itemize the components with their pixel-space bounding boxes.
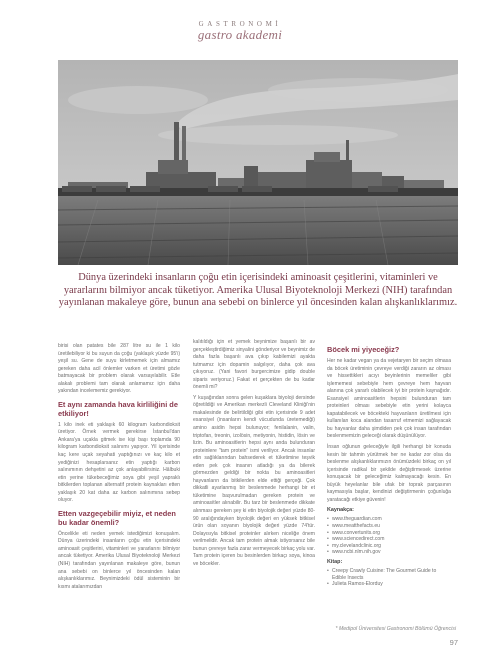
books-heading: Kitap: <box>327 558 343 565</box>
body-paragraph: Öncelikle eti neden yemek istediğimizi konuşalım. Dünya üzerindeki insanların çoğu etin içerisindeki aminoasit çeşitlerini, vitaminleri ve yararlarını bilmiyor ancak tüketiyor. Amerika Ulusal Biyoteknoloji Merkezi (NIH) tarafından yayınlanan makaleye göre, bunun ana sebebi on binlerce yıl öncesinden kalan alışkanlıklarımız. Beynimizdeki ödül sisteminin bir kısmı atalarımızdan <box>58 530 180 590</box>
source-item: • www.meatthefacts.eu <box>327 523 451 530</box>
author-footnote: * Medipol Üniversitesi Gastronomi Bölümü Öğrencisi <box>335 626 456 632</box>
sources-heading: Kaynakça: <box>327 507 354 514</box>
source-item: • my.clevelandclinic.org <box>327 543 451 550</box>
article-column-2 <box>193 339 315 571</box>
body-paragraph: kalıtıldığı için et yemek beynimize başarılı bir av gerçekleştirdiğimiz sinyalini gönderiyor ve beynimiz de daha fazla başarılı ava çıkıp kabilemizi ayakta tutmamız için dopamin salgılıyor, daha çok ava çıkıyoruz. (Yani favori burgercimize gidip double siparis veriyoruz.) Fakat et gerçekten de bu kadar önemli mi? <box>193 339 315 391</box>
page-number: 97 <box>449 638 458 647</box>
factory-landscape-image <box>58 60 458 265</box>
section-heading: Et aynı zamanda hava kirliliğini de etkiliyor! <box>58 399 178 418</box>
body-paragraph: Y kuşağından sonra gelen kuşaklara biyoloji dersinde öğretildiği ve Amerikan merkezli Cleveland Kliniği'nin makalesinde de belirtildiği gibi etin içerisinde 9 adet esansiyel (insanların kendi vücudunda üretemediği) amino asidin hepsi bulunuyor; fenilalanin, valin, triptofan, treonin, izolösin, metiyonin, histidin, lösin ve lizin. Bu aminoasitlerin hepsi aynı anda bulunduran proteinlere "tam protein" ismi veriliyor. Ancak insanlar etin sağlıklarından bahsederek et tüketimine teşvik eden pek çok insanın atladığı ya da bilerek görmezden geldiği bir nokta bu aminoasitleri hayvanların da bitkilerden elde ettiği gerçeği. Çok dikkatli ayarlanmış bir beslenmede herhangi bir et tüketimine başvurulmadan gereken protein ve aminoasitler alınabilir. Bu tarz bir beslenmede dikkate alınması gereken şey ki etin biyolojik değeri yüzde 80-90 aralığındayken biyolojik değeri en yüksek bitkisel ürün olan soyanın biyolojik değeri yüzde 74'tür. Dolayısıyla bitkisel proteinler alırken niceliğe önem verilmelidir. Ancak tam protein almak istiyorsanız bile bunun çevreye fazla zarar vermeyecek birkaç yolu var. Tam protein içeren bu besinlerden birkaçı soya, kinoa ve böcekler. <box>193 394 315 567</box>
source-item: • www.ncbi.nlm.nih.gov <box>327 549 451 556</box>
article-column-3 <box>327 343 451 590</box>
section-heading: Böcek mi yiyeceğiz? <box>327 345 400 354</box>
brand-title: GASTRONOMİ <box>198 20 282 28</box>
sources-list <box>327 516 451 556</box>
body-paragraph: 1 kilo inek eti yaklaşık 60 kilogram karbondioksit üretiyor. Örnek vermek gerekirse İstanbul'dan Ankara'ya uçakla gitmek ise kişi başı toplamda 90 kilogram karbondioksit salınımı yapıyor. Yil içerisinde kaç kere uçak seyahati yaptığınızı ve kaç kilo et yediğinizi hesaplarsanız etin yaptığı karbon salınımının dehşetini az çok anlayabilirsiniz. Hâlbuki etin yerine tükebeceğimiz soya gibi yeşil yapraklı bitkilerden toplanan alternatif protein kaynakları etten yaklaşık 20 kat daha az karbon salınımına sebep oluyor. <box>58 421 180 504</box>
source-item: • www.convertunits.org <box>327 530 451 537</box>
body-paragraph: İnsan oğlunun geleceğiyle ilgili herhangi bir konuda kesin bir tahmin yürütmek her ne kadar zor olsa da beslenme alışkanlıklarımızın önümüzdeki birkaç on yıl içerisinde radikal bir şekilde değiştirmesek üzerine konuşacak bir geleceğimiz kalmayacağı kesin. En büyük heyelanlar bile ufak bir toprak parçasının kaymasıyla başlar, kendinizi değiştirmenin çoğunluğa yaratacağı etkiye güvenin! <box>327 444 451 503</box>
body-paragraph: Her ne kadar vegan ya da vejetaryen bir seçim olmasa da böcek üretiminin çevreye verdiği zararın az olması ve hissettikleri acıyı beyinlerinin memeliler gibi işlememesi sebebiyle hem çevreye hem hayvan alanına çok yararlı olabilecek iyi bir protein kaynağıdır. Esansiyel aminoasitlerin hepsini bulunduran tam proteinleri olması sebebiyle etin yerini kolayca kapatabilecek ve böcekteki hayvanların üretilmesi için kullanılan koca alandan tasarruf etmemizi sağlayacak bu hayvanlar daha şimdiden pek çok insan tarafından beslenmemizin geleceği olarak düşünülüyor. <box>327 358 451 440</box>
magazine-header <box>0 20 480 43</box>
source-item: • www.sciencedirect.com <box>327 536 451 543</box>
brand-subtitle: gastro akademi <box>197 27 283 42</box>
source-item: • www.theguardian.com <box>327 516 451 523</box>
factory-photo <box>58 60 458 265</box>
article-column-1 <box>58 343 180 594</box>
books-list <box>327 568 451 588</box>
book-item: • Julieta Ramos-Elorduy <box>327 581 451 588</box>
lead-paragraph: Dünya üzerindeki insanların çoğu etin içerisindeki aminoasit çeşitlerini, vitaminleri ve yararlarını bilmiyor ancak tüketiyor. Amerika Ulusal Biyoteknoloji Merkezi (NIH) tarafından yayınlanan makaleye göre, bunun ana sebebi on binlerce yıl öncesinden kalan alışkanlıklarımız. <box>58 272 458 309</box>
section-heading: Etten vazgeçebilir miyiz, et neden bu kadar önemli? <box>58 508 176 527</box>
book-item: • Creepy Crawly Cuisine: The Gourmet Guide to Edible Insects <box>327 568 451 581</box>
body-paragraph: birisi olan patates bile 287 litre su ile 1 kilo üretilebiliyor ki bu suyun da çoğu (yaklaşık yüzde 95'i) yeşil su. Gene de suyu kirletmemek için almamız gereken daha acil önlemler varken et üretimi gözle batmayacak bir problem olarak varsayılabilir. Etle alakalı problemi tam olarak anlamamız için daha yakından incelememiz gerekiyor. <box>58 343 180 395</box>
